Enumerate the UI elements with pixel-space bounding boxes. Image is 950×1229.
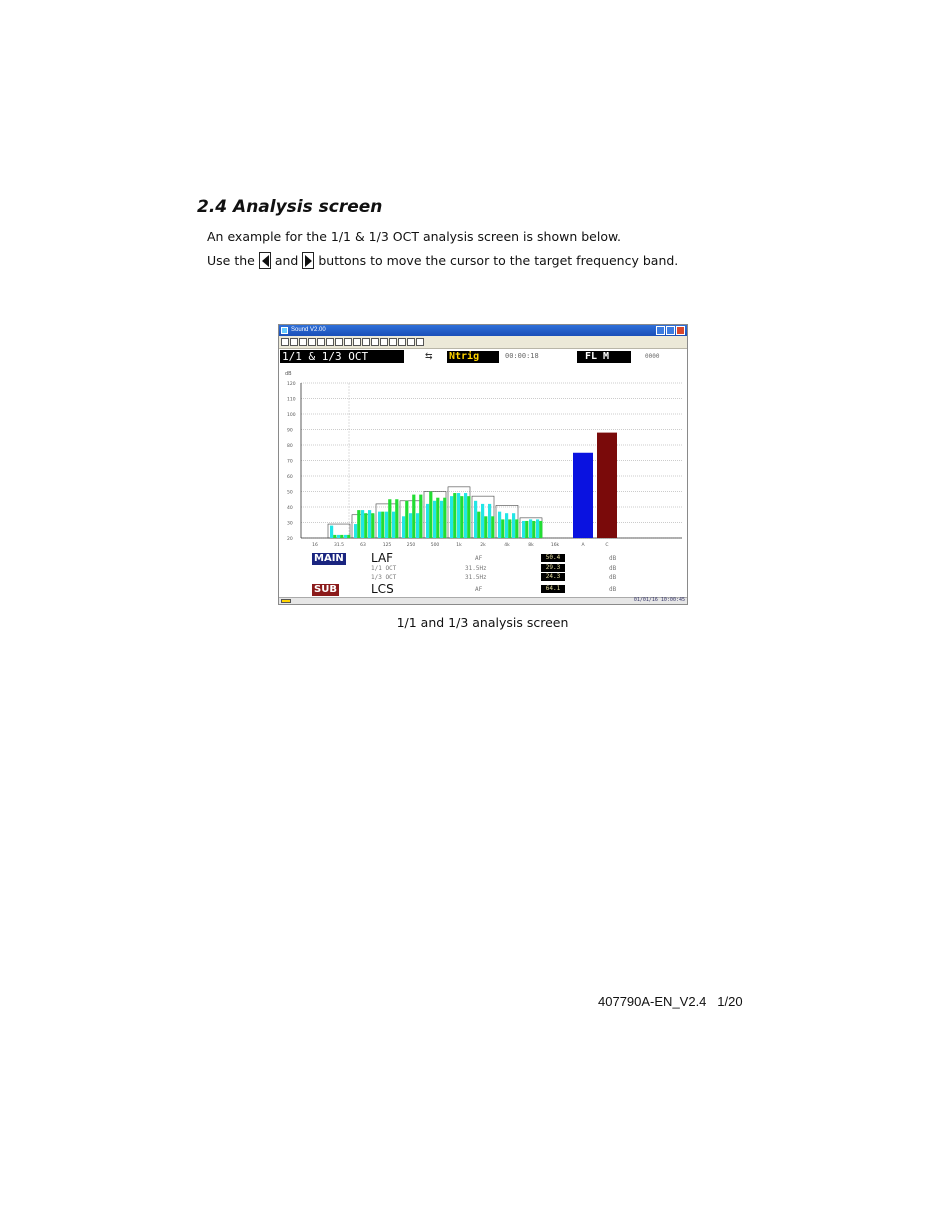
clock-icon[interactable] xyxy=(299,338,307,346)
close-icon[interactable] xyxy=(407,338,415,346)
third-octave-bar-green xyxy=(491,516,494,538)
open-icon[interactable] xyxy=(290,338,298,346)
x-tick-label: 8k xyxy=(528,543,534,548)
lock-icon[interactable] xyxy=(398,338,406,346)
settings-icon[interactable] xyxy=(362,338,370,346)
window-titlebar xyxy=(279,325,687,336)
y-tick-label: 30 xyxy=(287,521,293,527)
zoom-icon[interactable] xyxy=(389,338,397,346)
instruction-paragraph xyxy=(207,252,678,269)
y-tick-label: 90 xyxy=(287,428,293,434)
x-tick-label: 16 xyxy=(312,543,318,548)
third-octave-bar-green xyxy=(371,513,374,538)
x-tick-label: A xyxy=(581,543,585,548)
third-octave-bar-cyan xyxy=(474,501,477,538)
oct13-freq: 31.5Hz xyxy=(465,574,487,581)
third-octave-bar-cyan xyxy=(426,504,429,538)
y-tick-label: 120 xyxy=(287,382,296,387)
app-icon xyxy=(281,327,288,334)
bottom-bar xyxy=(279,597,687,604)
x-tick-label: 4k xyxy=(504,543,510,548)
third-octave-bar-cyan xyxy=(522,521,525,538)
third-octave-bar-green xyxy=(532,521,535,538)
intro-paragraph: An example for the 1/1 & 1/3 OCT analysis screen is shown below. xyxy=(207,229,622,244)
main-value: 50.4 xyxy=(541,554,565,562)
third-octave-bar-cyan xyxy=(464,493,467,538)
third-octave-bar-green xyxy=(381,512,384,538)
third-octave-bar-cyan xyxy=(505,513,508,538)
trigger-label: Ntrig xyxy=(447,351,499,363)
third-octave-bar-green xyxy=(340,535,343,538)
rec-icon[interactable] xyxy=(344,338,352,346)
third-octave-bar-green xyxy=(388,499,391,538)
oct11-freq: 31.5Hz xyxy=(465,565,487,572)
third-octave-bar-green xyxy=(467,496,470,538)
section-heading: 2.4 Analysis screen xyxy=(197,197,383,217)
overall-bar-A xyxy=(573,453,593,538)
x-tick-label: 125 xyxy=(382,543,392,548)
third-octave-bar-cyan xyxy=(361,510,364,538)
y-tick-label: 80 xyxy=(287,444,293,449)
x-tick-label: 2k xyxy=(480,543,486,548)
x-tick-label: C xyxy=(605,543,609,548)
main-badge: MAIN xyxy=(314,553,344,564)
left-triangle-icon xyxy=(259,252,271,269)
cut-icon[interactable] xyxy=(326,338,334,346)
x-tick-label: 16k xyxy=(550,543,560,548)
x-tick-label: 63 xyxy=(360,543,366,548)
print-icon[interactable] xyxy=(317,338,325,346)
third-octave-bar-cyan xyxy=(457,493,460,538)
third-octave-bar-cyan xyxy=(378,512,381,538)
y-tick-label: 100 xyxy=(287,413,296,418)
third-octave-bar-cyan xyxy=(433,501,436,538)
third-octave-bar-cyan xyxy=(337,535,340,538)
oct13-label: 1/3 OCT xyxy=(371,574,397,581)
main-param: LAF xyxy=(371,551,394,565)
x-tick-label: 250 xyxy=(406,543,416,548)
oct11-value: 29.3 xyxy=(541,564,565,572)
oct13-unit: dB xyxy=(609,574,617,581)
third-octave-bar-green xyxy=(453,493,456,538)
instruction-text-after: buttons to move the cursor to the target frequency band. xyxy=(318,253,679,268)
third-octave-bar-green xyxy=(484,516,487,538)
third-octave-bar-green xyxy=(501,519,504,538)
refresh-icon[interactable] xyxy=(335,338,343,346)
main-unit: dB xyxy=(609,555,617,562)
third-octave-bar-cyan xyxy=(512,513,515,538)
status-bar xyxy=(279,349,687,365)
sub-unit: dB xyxy=(609,586,617,593)
third-octave-bar-cyan xyxy=(354,524,357,538)
oct11-unit: dB xyxy=(609,565,617,572)
mode-label: 1/1 & 1/3 OCT xyxy=(280,350,404,363)
main-type: AF xyxy=(475,555,483,562)
footer-timestamp: 01/01/16 10:00:45 xyxy=(633,597,685,603)
third-octave-bar-cyan xyxy=(368,510,371,538)
right-triangle-icon xyxy=(302,252,314,269)
save-icon[interactable] xyxy=(281,338,289,346)
record-icon[interactable] xyxy=(308,338,316,346)
third-octave-bar-cyan xyxy=(402,516,405,538)
printer-icon[interactable] xyxy=(371,338,379,346)
third-octave-bar-cyan xyxy=(440,501,443,538)
usb-icon: ⇆ xyxy=(425,351,433,361)
readout-panel xyxy=(279,551,687,597)
y-tick-label: 40 xyxy=(287,506,293,511)
oct13-value: 24.3 xyxy=(541,573,565,581)
third-octave-bar-green xyxy=(436,498,439,538)
third-octave-bar-cyan xyxy=(498,512,501,538)
page-footer: 407790A-EN_V2.4 1/20 xyxy=(598,994,743,1009)
third-octave-bar-green xyxy=(412,495,415,538)
export-icon[interactable] xyxy=(380,338,388,346)
x-tick-label: 500 xyxy=(430,543,440,548)
third-octave-bar-cyan xyxy=(536,519,539,538)
instruction-text-before: Use the xyxy=(207,253,255,268)
counter: 0000 xyxy=(645,353,660,360)
third-octave-bar-green xyxy=(460,496,463,538)
x-tick-label: 1k xyxy=(456,543,462,548)
third-octave-bar-cyan xyxy=(529,519,532,538)
window-title: Sound V2.00 xyxy=(291,327,326,333)
sub-type: AF xyxy=(475,586,483,593)
third-octave-bar-cyan xyxy=(450,496,453,538)
minimize-icon[interactable] xyxy=(656,326,665,335)
y-tick-label: 20 xyxy=(287,537,293,542)
third-octave-bar-green xyxy=(443,498,446,538)
menu-icon[interactable] xyxy=(416,338,424,346)
third-octave-bar-green xyxy=(477,512,480,538)
ms-icon[interactable] xyxy=(353,338,361,346)
spectrum-chart xyxy=(279,365,687,551)
sub-value: 64.1 xyxy=(541,585,565,593)
third-octave-bar-cyan xyxy=(385,512,388,538)
analysis-screenshot xyxy=(278,324,688,605)
third-octave-bar-green xyxy=(525,521,528,538)
third-octave-bar-cyan xyxy=(392,512,395,538)
third-octave-bar-green xyxy=(395,499,398,538)
x-tick-label: 31.5 xyxy=(333,543,345,548)
maximize-icon[interactable] xyxy=(666,326,675,335)
third-octave-bar-green xyxy=(333,535,336,538)
third-octave-bar-green xyxy=(429,492,432,539)
third-octave-bar-cyan xyxy=(330,526,333,538)
overall-bar-C xyxy=(597,433,617,538)
window-close-icon[interactable] xyxy=(676,326,685,335)
battery-icon xyxy=(281,599,291,603)
third-octave-bar-cyan xyxy=(344,535,347,538)
y-tick-label: 70 xyxy=(287,459,293,465)
y-tick-label: 60 xyxy=(287,475,293,480)
figure-caption: 1/1 and 1/3 analysis screen xyxy=(396,615,569,630)
toolbar xyxy=(279,336,687,349)
third-octave-bar-green xyxy=(405,501,408,538)
third-octave-bar-green xyxy=(357,510,360,538)
third-octave-bar-green xyxy=(419,495,422,538)
third-octave-bar-cyan xyxy=(488,504,491,538)
y-tick-label: 110 xyxy=(287,397,296,403)
third-octave-bar-green xyxy=(508,519,511,538)
y-unit-label: dB xyxy=(285,371,292,377)
third-octave-bar-cyan xyxy=(416,513,419,538)
sub-badge: SUB xyxy=(314,584,337,595)
sub-param: LCS xyxy=(371,582,394,596)
third-octave-bar-green xyxy=(515,519,518,538)
third-octave-bar-green xyxy=(539,521,542,538)
third-octave-bar-green xyxy=(347,535,350,538)
instruction-text-middle: and xyxy=(274,253,299,268)
third-octave-bar-green xyxy=(364,513,367,538)
elapsed-time: 00:00:18 xyxy=(505,352,539,360)
weighting-label: FL M xyxy=(577,351,631,363)
oct11-label: 1/1 OCT xyxy=(371,565,397,572)
third-octave-bar-cyan xyxy=(409,513,412,538)
y-tick-label: 50 xyxy=(287,490,293,496)
third-octave-bar-cyan xyxy=(481,504,484,538)
